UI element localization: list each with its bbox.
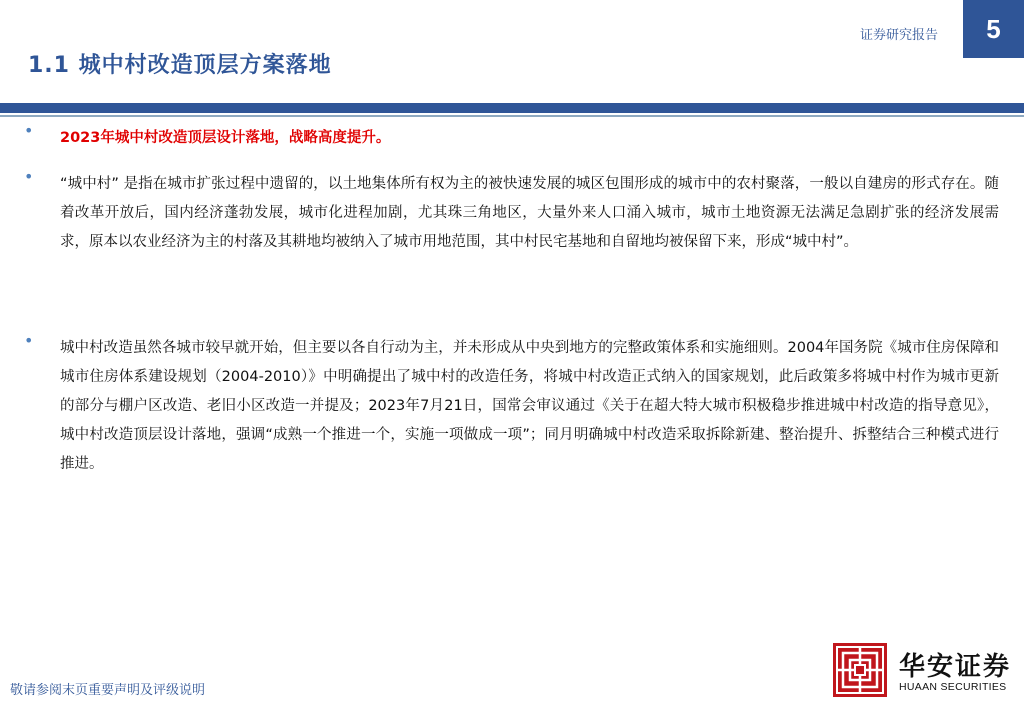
bullet-text-headline: 2023年城中村改造顶层设计落地，战略高度提升。 — [60, 130, 391, 146]
bullet-text-policy-history: 城中村改造虽然各城市较早就开始，但主要以各自行动为主，并未形成从中央到地方的完整政策体系和实施细则。2004年国务院《城市住房保障和城市住房体系建设规划（2004-2010）》中明确提出了城中村的改造任务，将城中村改造正式纳入的国家规划，此后政策多将城中村作为城市更新的部分与棚户区改造、老旧小区改造一并提及；2023年7月21日，国常会审议通过《关于在超大特大城市积极稳步推进城中村改造的指导意见》，城中村改造顶层设计落地，强调“成熟一个推进一个，实施一项做成一项”；同月明确城中村改造采取拆除新建、整治提升、拆整结合三种模式进行推进。 — [60, 340, 999, 472]
page-number: 5 — [986, 13, 1001, 44]
logo-chinese-name: 华安证券 — [899, 652, 1012, 682]
disclaimer-link[interactable]: 敬请参阅末页重要声明及评级说明 — [10, 683, 206, 698]
title-divider-line — [0, 115, 1024, 117]
page-number-badge — [963, 0, 1024, 58]
company-logo — [833, 643, 1013, 697]
logo-english-name: HUAAN SECURITIES — [899, 681, 1007, 693]
bullet-item-3 — [24, 331, 999, 479]
title-divider-bar — [0, 103, 1024, 113]
report-type-label: 证券研究报告 — [859, 28, 938, 43]
seal-logo-icon — [833, 643, 887, 697]
bullet-dot-icon: • — [24, 331, 34, 350]
bullet-dot-icon: • — [24, 121, 34, 140]
bullet-item-1 — [24, 121, 999, 153]
page-title: 1.1 城中村改造顶层方案落地 — [28, 53, 332, 78]
bullet-item-2 — [24, 167, 999, 257]
bullet-text-definition: “城中村” 是指在城市扩张过程中遗留的，以土地集体所有权为主的被快速发展的城区包围形成的城市中的农村聚落，一般以自建房的形式存在。随着改革开放后，国内经济蓬勃发展，城市化进程加剧，尤其珠三角地区，大量外来人口涌入城市，城市土地资源无法满足急剧扩张的经济发展需求，原本以农业经济为主的村落及其耕地均被纳入了城市用地范围，其中村民宅基地和自留地均被保留下来，形成“城中村”。 — [60, 176, 999, 250]
bullet-dot-icon: • — [24, 167, 34, 186]
